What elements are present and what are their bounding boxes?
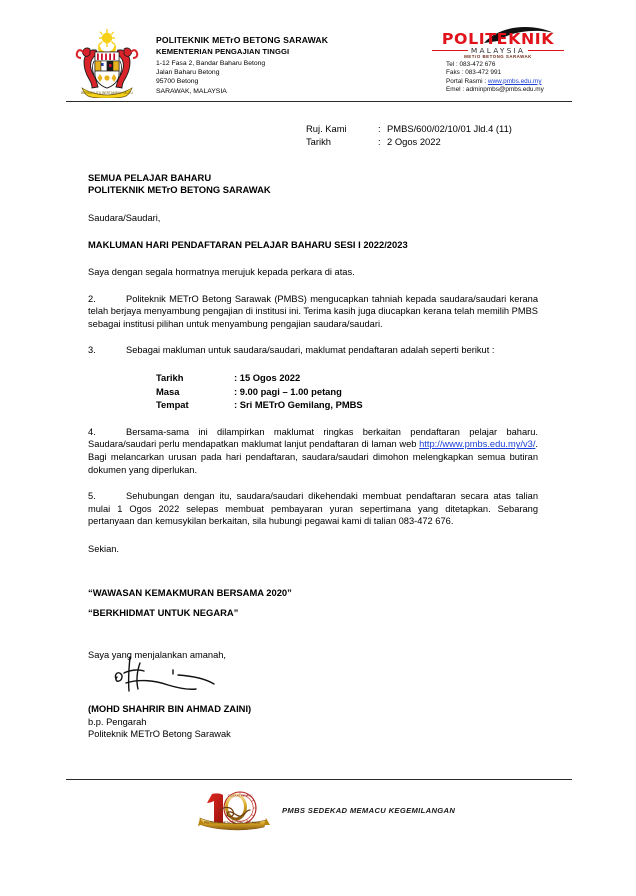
organization-address [156,59,386,96]
paragraph-5 [88,490,538,528]
paragraph-4-text-before: Bersama-sama ini dilampirkan maklumat ringkas berkaitan pendaftaran pelajar baharu. Saudara/saudari perlu mendapatkan maklumat lanjut pendaftaran di laman web [88,426,538,450]
reference-row-tarikh [306,135,512,148]
paragraph-2-text: Politeknik METrO Betong Sarawak (PMBS) mengucapkan tahniah kepada saudara/saudari kerana telah berjaya menyambung pengajian di institusi ini. Terima kasih juga diucapkan kerana telah memilih PMBS sebagai institusi pilihan untuk menyambung pengajian saudara/saudari. [88,293,538,329]
contact-tel: Tel : 083-472 676 [446,61,496,68]
contact-portal: Portal Rasmi : www.pmbs.edu.my [446,77,542,85]
address-line-3: 95700 Betong [156,78,199,86]
svg-text:BERSEKUTU BERTAMBAH MUTU: BERSEKUTU BERTAMBAH MUTU [81,91,133,96]
contact-fax-value: 083-472 991 [465,69,502,77]
contact-fax: Faks : 083-472 991 [446,69,502,77]
address-line-1: 1-12 Fasa 2, Bandar Baharu Betong [156,60,266,67]
signer-role: b.p. Pengarah [88,716,147,727]
logo-rule-right [528,50,564,52]
ministry-name: KEMENTERIAN PENGAJIAN TINGGI [156,47,290,56]
organization-block [156,35,386,96]
paragraph-1: Saya dengan segala hormatnya merujuk kepada perkara di atas. [88,267,355,277]
malaysia-coat-of-arms-icon [70,26,144,98]
organization-name: POLITEKNIK METrO BETONG SARAWAK [156,35,329,45]
address-line-4: SARAWAK, MALAYSIA [156,87,227,95]
paragraph-4-number: 4. [88,426,96,437]
detail-key-masa: Masa [156,385,180,397]
addressee-block [88,172,538,197]
letterhead [66,24,572,100]
handwritten-signature-icon [110,653,260,703]
reference-tarikh-colon: : [378,136,381,148]
letter-subject: MAKLUMAN HARI PENDAFTARAN PELAJAR BAHARU SESI I 2022/2023 [88,239,408,251]
reference-ruj-label: Ruj. Kami [306,123,347,134]
svg-text:POLITEKNIK METrO BETONG SARAWA: POLITEKNIK METrO BETONG SARAWAK [203,820,261,825]
detail-key-tarikh: Tarikh [156,371,184,383]
contact-portal-link[interactable]: www.pmbs.edu.my [487,77,542,85]
logo-campus-name: METrO BETONG SARAWAK [464,54,532,59]
reference-tarikh-value: 2 Ogos 2022 [387,136,441,148]
detail-row-masa [156,385,538,399]
signer-organization: Politeknik METrO Betong Sarawak [88,729,231,740]
detail-row-tempat [156,398,538,412]
10-tahun-anniversary-emblem-icon [196,788,274,832]
contact-email-label: Emel [446,86,461,94]
contact-block [446,61,606,95]
signature-area [88,663,538,703]
detail-key-tempat: Tempat [156,399,189,411]
reference-row-ruj [306,122,512,135]
paragraph-3-text: Sebagai makluman untuk saudara/saudari, maklumat pendaftaran adalah seperti berikut : [126,345,495,356]
salutation: Saudara/Saudari, [88,212,161,223]
paragraph-2 [88,293,538,331]
detail-value-tarikh: : 15 Ogos 2022 [234,371,301,383]
header-divider [66,101,572,102]
contact-fax-label: Faks [446,69,460,77]
politeknik-malaysia-logo [428,26,568,58]
logo-rule-left [432,50,468,52]
footer-divider [66,779,572,780]
letter-body [88,172,538,741]
paragraph-3-number: 3. [88,345,96,356]
logo-subtitle: MALAYSIA [470,46,526,55]
contact-portal-label: Portal Rasmi [446,77,483,85]
contact-email-value: adminpmbs@pmbs.edu.my [465,86,544,94]
closing-line: Saya yang menjalankan amanah, [88,649,226,660]
detail-value-tempat: : Sri METrO Gemilang, PMBS [234,399,363,411]
paragraph-4-text-after: . Bagi melancarkan urusan pada hari pendaftaran, saudara/saudari dimohon melengkapkan semua butiran dokumen yang diperlukan. [88,439,538,475]
paragraph-5-number: 5. [88,491,96,502]
pmbs-website-link[interactable]: http://www.pmbs.edu.my/v3/ [419,439,536,450]
footer [196,787,556,833]
addressee-line-2: POLITEKNIK METrO BETONG SARAWAK [88,184,271,196]
closing-sekian: Sekian. [88,543,120,554]
signer-name: (MOHD SHAHRIR BIN AHMAD ZAINI) [88,703,252,715]
paragraph-4 [88,426,538,476]
slogan-line-1: “WAWASAN KEMAKMURAN BERSAMA 2020” [88,586,292,598]
contact-tel-label: Tel [446,61,455,68]
logo-wordmark: POLITEKNIK [441,30,555,48]
paragraph-2-number: 2. [88,293,96,304]
addressee-line-1: SEMUA PELAJAR BAHARU [88,172,212,183]
reference-ruj-value: PMBS/600/02/10/01 Jld.4 (11) [387,123,512,134]
address-line-2: Jalan Baharu Betong [156,69,220,77]
slogan-line-2: “BERKHIDMAT UNTUK NEGARA” [88,606,239,618]
reference-ruj-colon: : [378,123,381,134]
reference-block [306,122,512,149]
detail-value-masa: : 9.00 pagi – 1.00 petang [234,385,342,397]
registration-details [156,371,538,412]
paragraph-5-text: Sehubungan dengan itu, saudara/saudari dikehendaki membuat pendaftaran secara atas talian mulai 1 Ogos 2022 selepas membuat pembayaran yuran sepertimana yang ditetapkan. Sebarang pertanyaan dan kemusykilan berkaitan, sila hubungi pegawai kami di talian 083-472 676. [88,491,538,527]
contact-email: Emel : adminpmbs@pmbs.edu.my [446,86,544,94]
reference-tarikh-label: Tarikh [306,136,332,148]
contact-tel-value: 083-472 676 [459,61,496,68]
detail-row-tarikh [156,371,538,385]
svg-text:SEDEKAD MEMACU: SEDEKAD MEMACU [227,794,253,798]
slogan-block [88,583,538,623]
paragraph-3 [88,344,538,357]
footer-tagline: PMBS SEDEKAD MEMACU KEGEMILANGAN [282,805,456,815]
